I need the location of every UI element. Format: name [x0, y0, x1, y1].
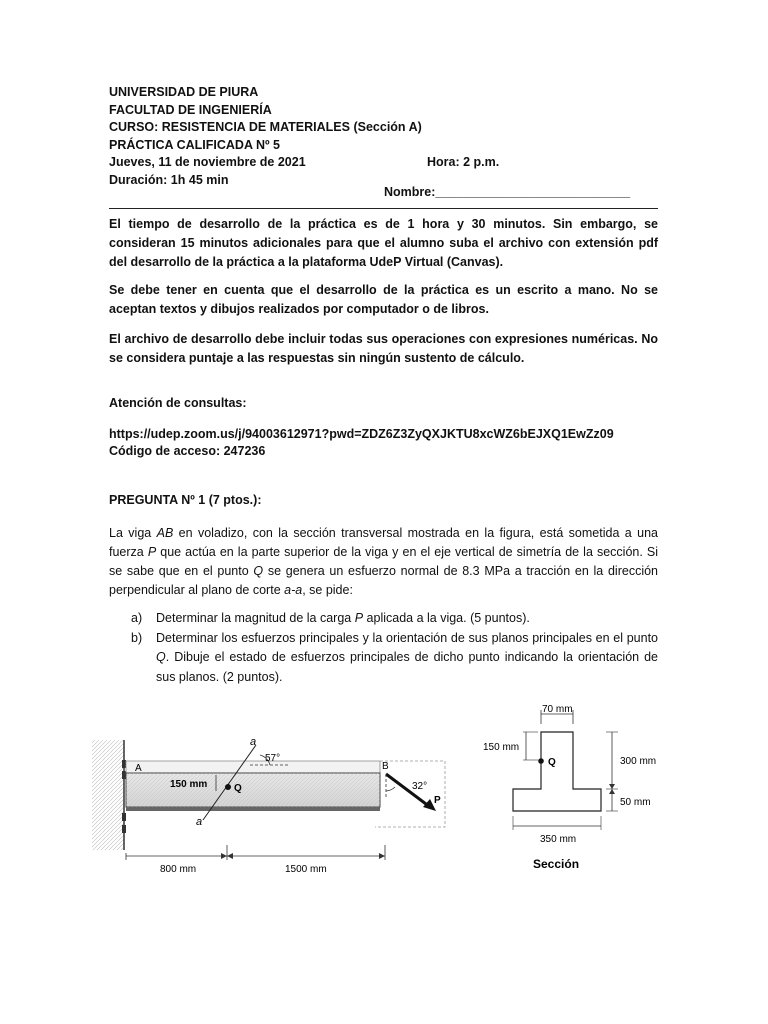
question-title: PREGUNTA Nº 1 (7 ptos.): [109, 493, 262, 507]
item-b-marker: b) [131, 630, 143, 645]
angle-32: 32° [412, 781, 428, 792]
question-items [109, 609, 658, 687]
consultas-title: Atención de consultas: [109, 396, 247, 410]
var-q: Q [253, 564, 264, 578]
section-figure [478, 700, 678, 880]
wall-support [92, 740, 124, 850]
item-a-marker: a) [131, 611, 143, 625]
var-ab: AB [156, 526, 174, 540]
item-b: b) Determinar los esfuerzos principales y la orientación de sus planos principales en el punto Q. Dibuje el estado de esfuerzos principales de dicho punto indicando la orientación de sus planos. (2 puntos). [131, 630, 658, 684]
angle-57: 57° [265, 753, 281, 764]
faculty-name: FACULTAD DE INGENIERÍA [109, 102, 272, 117]
instruction-time: El tiempo de desarrollo de la práctica es de 1 hora y 30 minutos. Sin embargo, se consideran 15 minutos adicionales para que el alumno suba el archivo con extensión pdf del desarrollo de la práctica a la plataforma UdeP Virtual (Canvas). [109, 217, 658, 269]
exam-time: Hora: 2 p.m. [427, 155, 500, 169]
point-Q-section [538, 758, 544, 764]
course-name: CURSO: RESISTENCIA DE MATERIALES (Sección A) [109, 120, 422, 134]
dim-1500: 1500 mm [285, 864, 327, 875]
exam-duration: Duración: 1h 45 min [109, 172, 229, 187]
exam-header [109, 84, 669, 199]
beam-figure [90, 725, 460, 885]
beam-top-face [126, 761, 380, 773]
instruction-handwritten: Se debe tener en cuenta que el desarrollo de la práctica es un escrito a mano. No se aceptan textos y dibujos realizados por computador o de libros. [109, 283, 658, 316]
instruction-operations: El archivo de desarrollo debe incluir todas sus operaciones con expresiones numéricas. No se considera puntaje a las respuestas sin ningún sustento de cálculo. [109, 332, 658, 365]
question-statement: La viga AB en voladizo, con la sección transversal mostrada en la figura, está sometida a una fuerza P que actúa en la parte superior de la viga y en el eje vertical de simetría de la sección. Si se sabe que en el punto Q se genera un esfuerzo normal de 8.3 MPa a tracción en la dirección perpendicular al plano de corte a-a, se pide: [109, 526, 659, 597]
dim-70: 70 mm [542, 704, 573, 715]
dim-150-section: 150 mm [483, 742, 520, 753]
dim-350: 350 mm [540, 834, 577, 845]
var-p: P [147, 545, 157, 559]
var-aa: a-a [284, 583, 303, 597]
label-a-bottom: a [196, 816, 203, 828]
label-A: A [135, 763, 142, 774]
exam-title: PRÁCTICA CALIFICADA Nº 5 [109, 137, 280, 152]
exam-date: Jueves, 11 de noviembre de 2021 [109, 155, 306, 169]
item-a: a) Determinar la magnitud de la carga P aplicada a la viga. (5 puntos). [109, 609, 658, 629]
label-Q-beam: Q [234, 783, 242, 794]
label-P: P [434, 795, 441, 806]
label-B: B [382, 761, 389, 772]
dim-150-beam: 150 mm [170, 779, 208, 790]
zoom-link[interactable]: https://udep.zoom.us/j/94003612971?pwd=ZDZ6Z3ZyQXJKTU8xcWZ6bEJXQ1EwZz09 [109, 427, 614, 441]
section-caption: Sección [533, 857, 580, 871]
label-Q-section: Q [548, 757, 556, 768]
name-field: Nombre:____________________________ [384, 185, 631, 199]
dim-300: 300 mm [620, 756, 657, 767]
dim-50: 50 mm [620, 797, 651, 808]
point-Q [225, 784, 231, 790]
label-a-top: a [250, 736, 257, 748]
access-code: Código de acceso: 247236 [109, 444, 266, 458]
university-name: UNIVERSIDAD DE PIURA [109, 85, 259, 99]
dim-800: 800 mm [160, 864, 197, 875]
header-divider [109, 208, 658, 209]
